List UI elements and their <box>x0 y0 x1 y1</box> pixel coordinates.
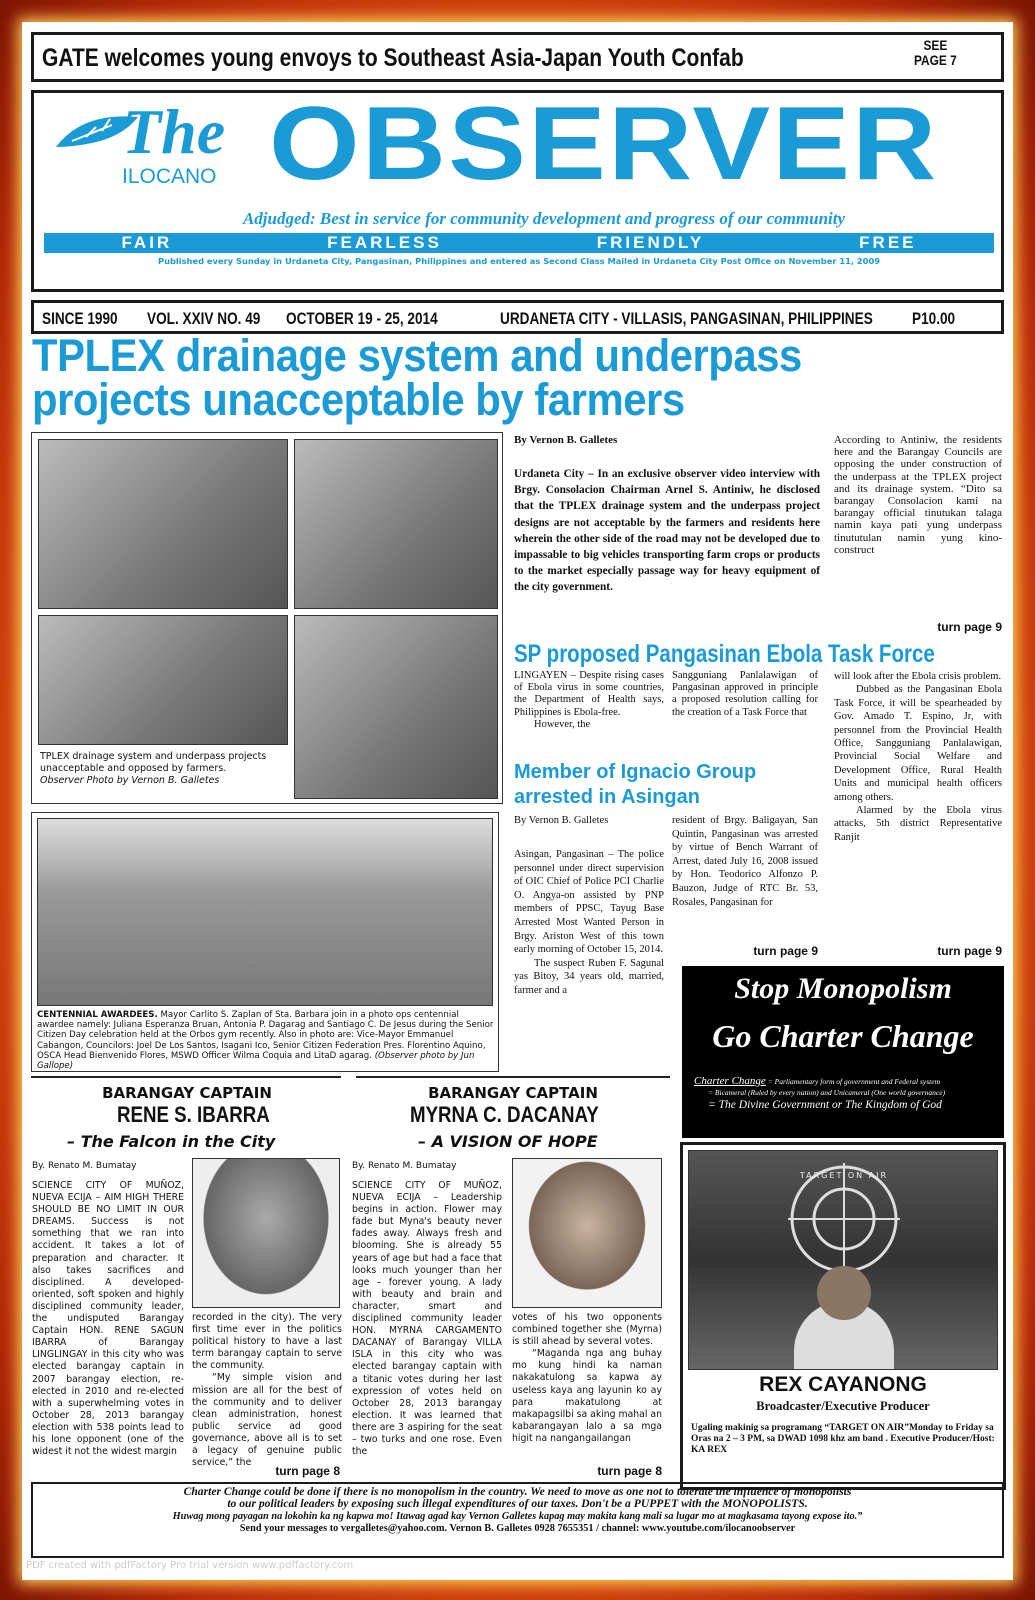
main-headline: TPLEX drainage system and underpass projects unacceptable by farmers <box>32 330 802 425</box>
masthead-observer: OBSERVER <box>269 86 939 202</box>
centennial-block <box>31 812 499 1072</box>
footer-box <box>31 1482 1004 1558</box>
ibarra-portrait <box>192 1158 340 1308</box>
masthead-tagline: Adjudged: Best in service for community development and progress of our community <box>242 209 846 228</box>
motto-bar <box>44 233 994 253</box>
underpass-interior-photo <box>294 439 498 609</box>
dacanay-divider <box>356 1076 670 1078</box>
target-on-air-logo-text: TARGET ON AIR <box>799 1171 889 1180</box>
ibarra-subtitle: – The Falcon in the City <box>67 1132 276 1151</box>
dacanay-column-2: votes of his two opponents combined together she (Myrna) is still ahead by several votes. “Maganda nga ang buhay mo kung hindi ka naman nakakatulong sa kapwa ay useless kaya ang layunin ko ay para makatulong at makapagsilbi sa aking mahal an kabarangayan lalo a sa mga higit na nangangailangan <box>512 1312 662 1444</box>
main-column-2: According to Antiniw, the residents here and the Barangay Councils are opposing the under construction of the underpass at the TPLEX project and its drainage system. “Dito sa barangay Consolacion kami na barangay official tinutukan talaga namin kaya pati yung underpass tinututulan namin yung kino-construct <box>834 434 1002 556</box>
underpass-photo <box>38 439 288 609</box>
rex-title: Broadcaster/Executive Producer <box>756 1399 930 1413</box>
ignacio-turn-page[interactable]: turn page 9 <box>753 944 818 958</box>
main-turn-page[interactable]: turn page 9 <box>937 620 1002 634</box>
ibarra-column-2: recorded in the city). The very first time ever in the politics political history to have a last term barangay captain to serve the community. “My simple vision and mission are all for the best of the community and to deliver clean administration, honest public service ad good governance, above all is to set a legacy of genuine public service,” the <box>192 1312 342 1469</box>
rex-name: REX CAYANONG <box>759 1373 927 1396</box>
publication-notice: Published every Sunday in Urdaneta City, Pangasinan, Philippines and entered as Second Class Mailed in Urdaneta City Post Office on November 11, 2009 <box>158 256 880 266</box>
newspaper-page <box>22 22 1013 1580</box>
since-label: SINCE 1990 <box>42 309 118 328</box>
main-lead: Urdaneta City – In an exclusive observer video interview with Brgy. Consolacion Chairman Arnel S. Antiniw, he disclosed that the TPLEX drainage system and the underpass project designs are not acceptable by the farmers and residents here wherein the other side of the road may not be developed due to impassable to big vehicles transporting farm crops or products to the market especially passage way for heavy equipment of the city government. <box>514 468 820 594</box>
dacanay-name: MYRNA C. DACANAY <box>410 1102 599 1127</box>
rex-program-text: Ugaling makinig sa programang “TARGET ON AIR”Monday to Friday sa Oras na 2 – 3 PM, sa DWAD 1098 khz am band . Executive Producer/Host: KA REX <box>691 1423 995 1455</box>
masthead-ilocano: ILOCANO <box>122 165 217 188</box>
ibarra-kicker: BARANGAY CAPTAIN <box>102 1084 272 1102</box>
ignacio-byline: By Vernon B. Galletes <box>514 815 609 826</box>
ignacio-headline: Member of Ignacio Group arrested in Asingan <box>514 761 757 808</box>
dacanay-turn-page[interactable]: turn page 8 <box>597 1464 662 1478</box>
ibarra-column-1: SCIENCE CITY OF MUÑOZ, NUEVA ECIJA – AIM HIGH THERE SHOULD BE NO LIMIT IN OUR DREAMS. Success is not something that we ran into accident. It takes a lot of preparation and character. It also takes sacrifices and disciplined. A developed-oriented, soft spoken and highly disciplined community leader, the undisputed Barangay Captain HON. RENE SAGUN IBARRA of Barangay LINGLINGAY in this city who was elected barangay captain in 2007 barangay election, re-elected in 2010 and re-elected with a superwhelming votes in October 28, 2013 barangay election with 538 points lead to his lone opponent (one of the widest it not the widest margin <box>32 1180 184 1458</box>
issue-date: OCTOBER 19 - 25, 2014 <box>286 309 438 328</box>
drainage-photo <box>294 615 498 799</box>
rex-cayanong-ad <box>680 1142 1006 1490</box>
footer-text: Charter Change could be done if there is no monopolism in the country. We need to move as one not to tolerate the influence of monopolists to our political leaders by exposing such illegal expenditures of our taxes. Don't be a PUPPET with the MONOPOLISTS. Huwag mong payagan na lokohin ka ng kapwa mo! Itawag agad kay Vernon Galletes kapag may makita kang mali sa lugar mo at magkasama tayong expose ito.” Send your messages to vergalletes@yahoo.com. Vernon B. Galletes 0928 7655351 / channel: www.youtube.com/ilocanoobserver <box>172 1485 863 1535</box>
ibarra-divider <box>31 1076 341 1078</box>
centennial-caption: CENTENNIAL AWARDEES. Mayor Carlito S. Zaplan of Sta. Barbara join in a photo ops centennial awardee namely: Juliana Esperanza Bruan, Antonia P. Dagarag and Santiago C. De Jesus during the Senior Citizen Day celebration held at the Orbos gym recently. Also in photo are: Vice-Mayor Emmanuel Cabangon, Councilors: Joel De Los Santos, Isagani Ico, Senior Citizen Federation Pres. Florentino Aquino, OSCA Head Bienvenido Flores, MSWD Officer Wilma Coquia and LitaD agarag. (Observer photo by Jun Gallope) <box>37 1010 494 1072</box>
ebola-column-3: will look after the Ebola crisis problem. Dubbed as the Pangasinan Ebola Task Force, it will be spearheaded by Gov. Amado T. Espino, Jr, with personnel from the Provincial Health Office, Sangguniang Panlalawigan, Provincial Social Welfare and Development Office, Rural Health Units and municipal health officers among others. Alarmed by the Ebola virus attacks, 5th district Representative Ranjit <box>834 671 1002 843</box>
ibarra-byline: By. Renato M. Bumatay <box>32 1161 137 1171</box>
volume-label: VOL. XXIV NO. 49 <box>147 309 261 328</box>
field-photo <box>38 615 288 745</box>
tplex-caption: TPLEX drainage system and underpass projects unacceptable and opposed by farmers. Observer Photo by Vernon B. Galletes <box>40 751 267 786</box>
rex-head <box>817 1266 871 1320</box>
rex-photo <box>688 1150 998 1370</box>
motto-friendly: FRIENDLY <box>596 233 705 252</box>
masthead-the: The <box>122 96 226 167</box>
dacanay-kicker: BARANGAY CAPTAIN <box>428 1084 598 1102</box>
ebola-headline: SP proposed Pangasinan Ebola Task Force <box>514 640 935 668</box>
ebola-column-1: LINGAYEN – Despite rising cases of Ebola virus in some countries, the Department of Health says, Philippines is Ebola-free. However, the <box>514 670 664 730</box>
dacanay-portrait <box>512 1158 662 1308</box>
ignacio-column-2: resident of Brgy. Baligayan, San Quintin, Pangasinan was arrested by virtue of Bench Warrant of Arrest, dated July 16, 2008 issued by Hon. Teodorico Alfonzo P. Bauzon, Judge of RTC Br. 53, Rosales, Pangasinan for <box>672 815 818 908</box>
ibarra-name: RENE S. IBARRA <box>117 1102 270 1127</box>
price-label: P10.00 <box>912 309 956 328</box>
dacanay-column-1: SCIENCE CITY OF MUÑOZ, NUEVA ECIJA – Leadership begins in action. Flower may fade but Myna's beauty never fades away. Always fresh and blooming. She is already 55 years of age but had a face that looks much younger than her age – forever young. A lady with beauty and brain and character, smart and disciplined community leader HON. MYRNA CARGAMENTO DACANAY of Barangay VILLA ISLA in this city who was elected barangay captain with a titanic votes during her last expression of votes held on October 28, 2013 barangay election. It was learned that there are 3 aspiring for the seat – two turks and one rose. Even the <box>352 1180 502 1458</box>
place-label: URDANETA CITY - VILLASIS, PANGASINAN, PHILIPPINES <box>500 309 873 328</box>
stop-monopolism-text: Stop Monopolism <box>734 972 952 1005</box>
dacanay-byline: By. Renato M. Bumatay <box>352 1161 457 1171</box>
tplex-photo-collage <box>31 432 503 804</box>
ebola-column-2: Sangguniang Panlalawigan of Pangasinan approved in principle a proposed resolution calling for the creation of a Task Force that <box>672 670 818 718</box>
pdffactory-watermark: PDF created with pdfFactory Pro trial version www.pdffactory.com <box>26 1560 354 1571</box>
go-charter-change-text: Go Charter Change <box>712 1018 974 1054</box>
main-byline: By Vernon B. Galletes <box>514 434 618 446</box>
masthead <box>31 86 1004 292</box>
ignacio-column-1: Asingan, Pangasinan – The police personnel under direct supervision of OIC Chief of Police PCI Charlie O. Angya-on assisted by PNP members of PPSC, Tayug Base Arrested Most Wanted Person in Brgy. Ariston West of this town early morning of October 15, 2014. The suspect Ruben F. Sagunal yas Bitoy, 34 years old, married, farmer and a <box>514 849 664 996</box>
ibarra-turn-page[interactable]: turn page 8 <box>275 1464 340 1478</box>
dacanay-subtitle: – A VISION OF HOPE <box>418 1132 598 1151</box>
see-page-label: SEE PAGE 7 <box>914 37 957 68</box>
banner-headline: GATE welcomes young envoys to Southeast Asia-Japan Youth Confab <box>42 44 744 72</box>
motto-fearless: FEARLESS <box>327 233 442 252</box>
top-banner <box>31 32 1004 82</box>
motto-free: FREE <box>859 233 917 252</box>
ebola-turn-page[interactable]: turn page 9 <box>937 944 1002 958</box>
charter-definitions: Charter Change = Parliamentary form of government and Federal system = Bicameral (Ruled by every nation) and Unicameral (One world governance) = The Divine Government or The Kingdom of God <box>694 1075 946 1111</box>
dateline-bar <box>31 300 1004 334</box>
motto-fair: FAIR <box>121 233 173 252</box>
centennial-photo <box>37 818 493 1006</box>
charter-change-ad <box>682 966 1004 1138</box>
